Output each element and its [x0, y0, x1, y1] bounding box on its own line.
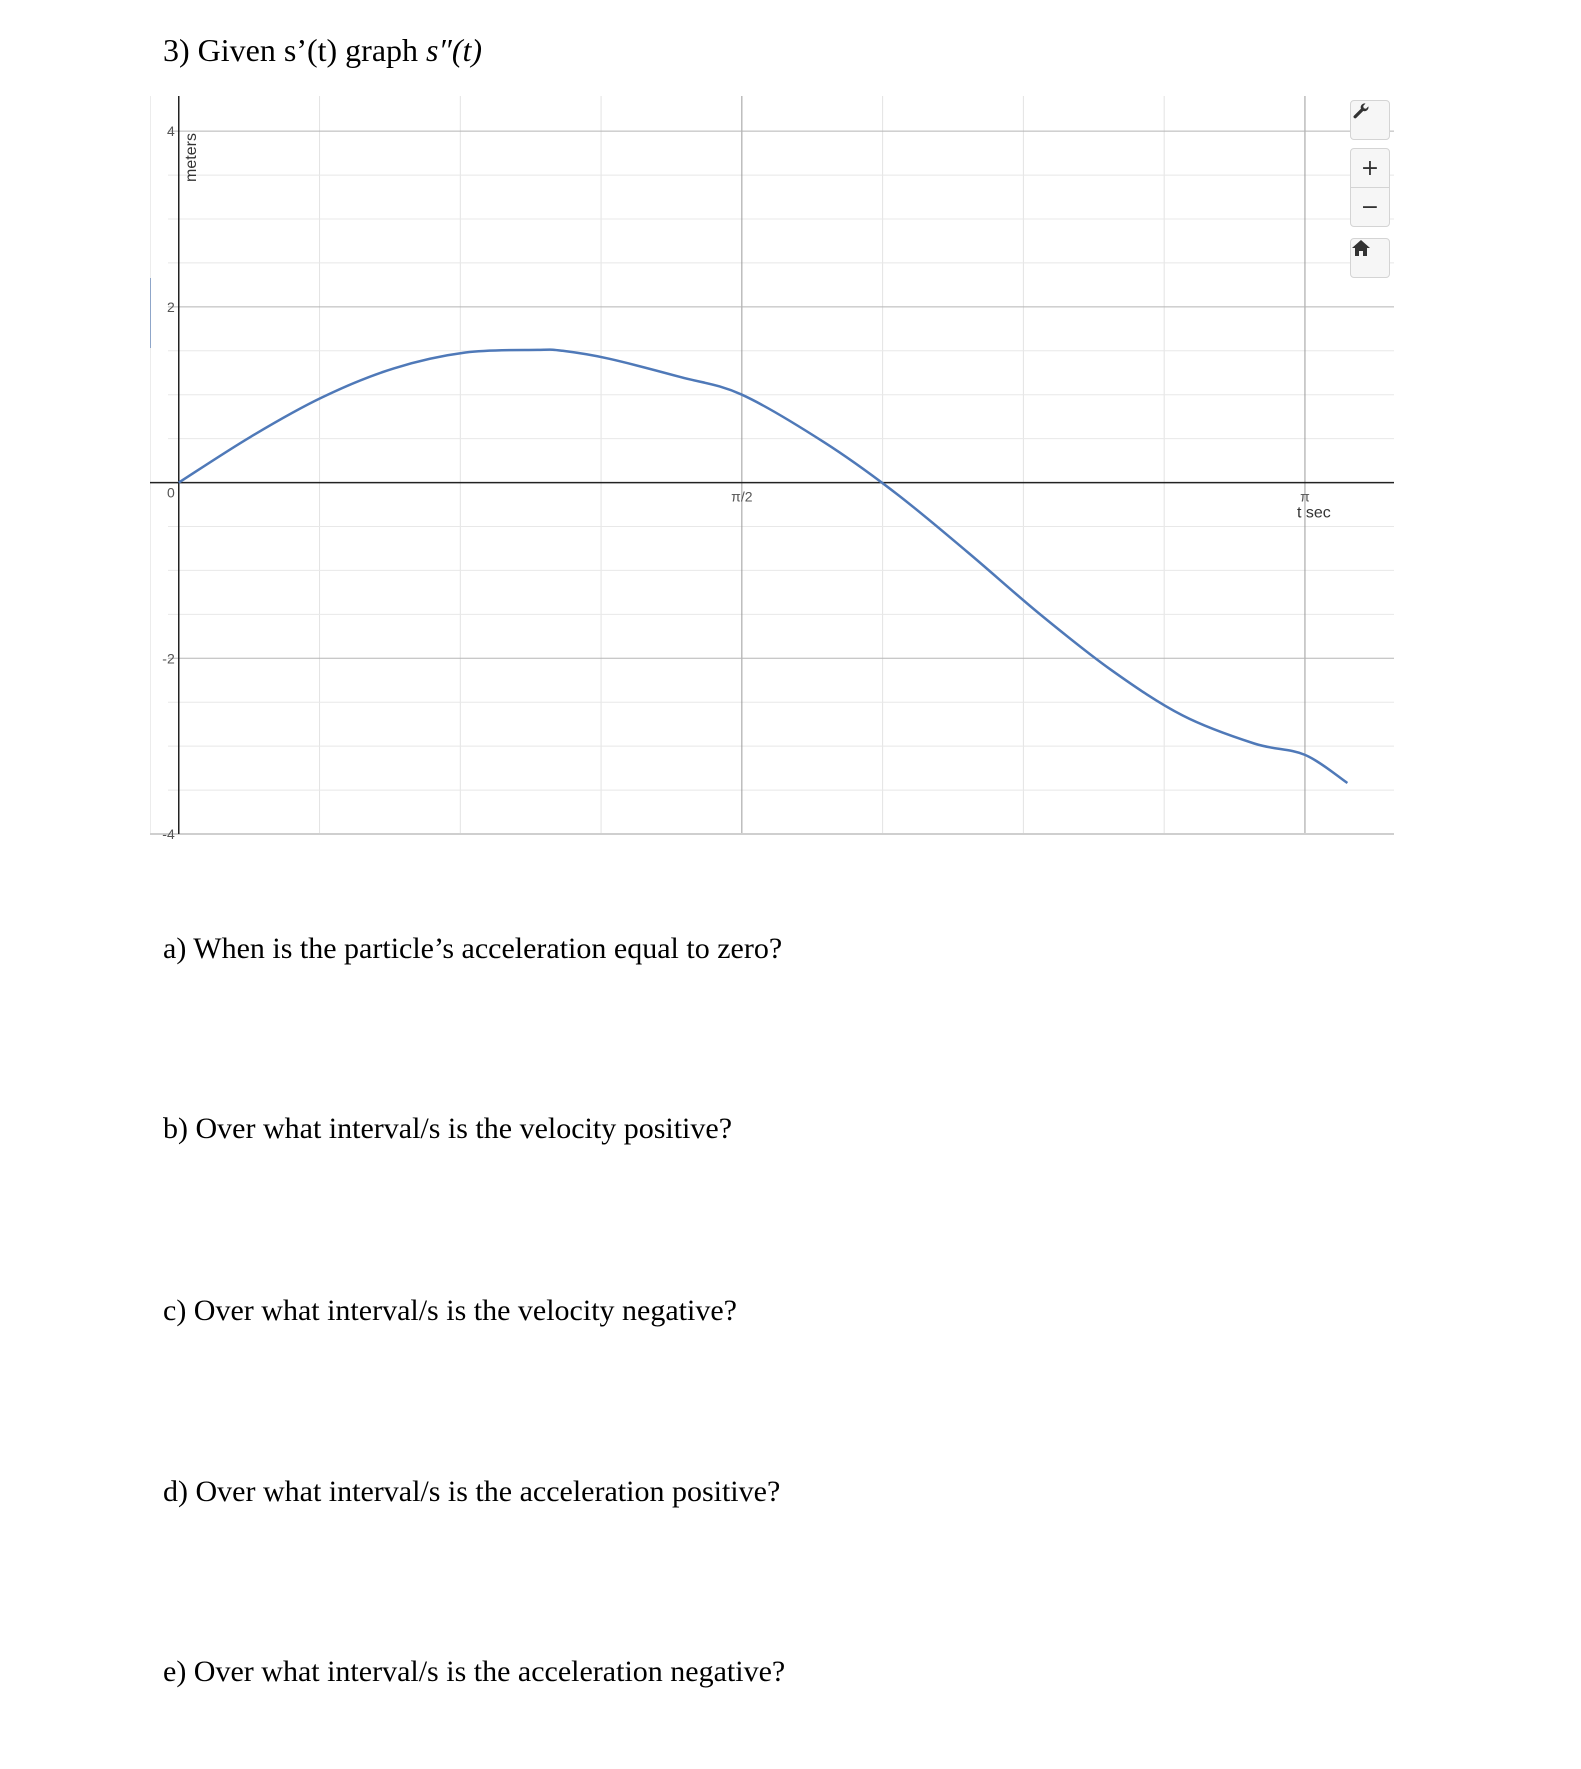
question-c: c) Over what interval/s is the velocity negative?	[163, 1294, 737, 1327]
expression-argument: (t)	[451, 32, 483, 68]
problem-title-text: 3) Given s’(t) graph	[163, 32, 427, 68]
y-axis-label: meters	[182, 133, 200, 182]
x-tick-label: 0	[166, 484, 175, 501]
question-a: a) When is the particle’s acceleration equal to zero?	[163, 932, 783, 965]
y-tick-label: 2	[166, 298, 175, 315]
graph-settings-button[interactable]	[1350, 100, 1390, 140]
question-d: d) Over what interval/s is the acceleration positive?	[163, 1475, 781, 1508]
y-tick-label: -4	[162, 826, 175, 842]
series-curve-0	[179, 350, 1348, 783]
grid-minor-lines	[168, 96, 1394, 834]
y-tick-label: -2	[162, 650, 175, 667]
axes	[150, 96, 1394, 834]
zoom-in-label: +	[1360, 155, 1380, 181]
x-tick-label: π	[1300, 488, 1310, 505]
question-b: b) Over what interval/s is the velocity positive?	[163, 1112, 733, 1145]
problem-title-expression	[426, 32, 482, 68]
x-tick-label: π/2	[731, 488, 753, 505]
zoom-in-button[interactable]	[1350, 148, 1390, 188]
home-icon	[1351, 239, 1371, 257]
axis-labels	[183, 133, 1331, 522]
velocity-graph[interactable]	[150, 88, 1410, 852]
problem-title	[163, 30, 482, 70]
curve-layer	[179, 350, 1348, 783]
zoom-out-button[interactable]	[1350, 187, 1390, 227]
question-e: e) Over what interval/s is the acceleration negative?	[163, 1655, 786, 1688]
grid-major-lines	[168, 96, 1394, 834]
graph-panel[interactable]	[150, 88, 1410, 852]
expression-function: s″	[426, 32, 452, 68]
x-axis-label: t sec	[1296, 504, 1331, 522]
y-tick-label: 4	[166, 123, 175, 140]
wrench-icon	[1351, 101, 1371, 121]
reset-view-button[interactable]	[1350, 238, 1390, 278]
zoom-out-label: −	[1360, 194, 1380, 220]
